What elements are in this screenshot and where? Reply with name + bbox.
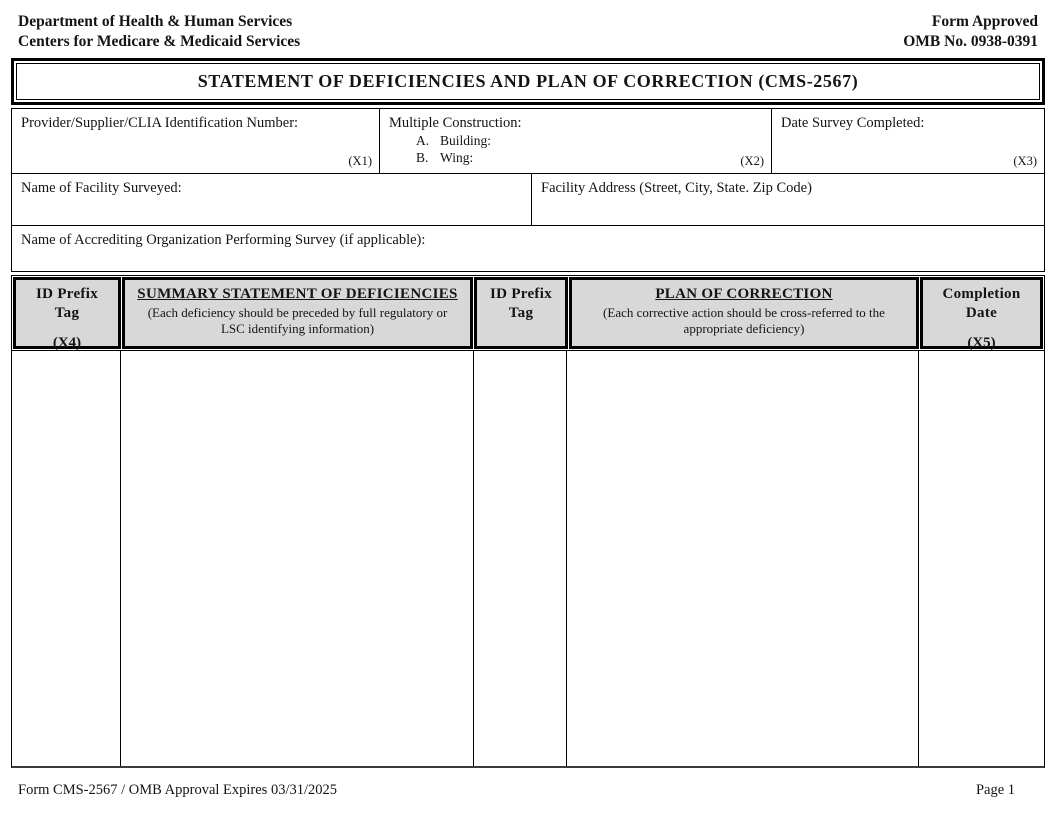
survey-info-table (11, 108, 1045, 272)
agency-line-2: Centers for Medicare & Medicaid Services (18, 33, 301, 50)
marker-x2: (X2) (740, 154, 764, 168)
marker-x1: (X1) (348, 154, 372, 168)
col-title: SUMMARY STATEMENT OF DEFICIENCIES (137, 286, 458, 302)
omb-number: OMB No. 0938-0391 (903, 33, 1038, 50)
wing-line (389, 149, 763, 166)
body-plan-of-correction-column (566, 351, 918, 766)
form-expiration-text: Form CMS-2567 / OMB Approval Expires 03/31/2025 (18, 782, 338, 798)
body-id-prefix-tag-x4-column (12, 351, 120, 766)
accrediting-org-label: Name of Accrediting Organization Performing Survey (if applicable): (21, 232, 426, 248)
form-title-box (11, 58, 1045, 105)
marker-x3: (X3) (1013, 154, 1037, 168)
deficiency-table-body (11, 351, 1045, 768)
col-header-plan-of-correction (569, 277, 919, 349)
page-header (11, 12, 1045, 52)
col-title: PLAN OF CORRECTION (655, 286, 833, 302)
agency-line-1: Department of Health & Human Services (18, 13, 293, 30)
col-header-summary-statement (122, 277, 473, 349)
page-number: Page 1 (975, 782, 1015, 798)
facility-address-label: Facility Address (Street, City, State. Zip Code) (541, 180, 812, 196)
multiple-construction-cell (379, 109, 771, 173)
provider-id-label: Provider/Supplier/CLIA Identification Number: (21, 115, 299, 131)
multiple-construction-label: Multiple Construction: (389, 115, 522, 131)
marker-x5: (X5) (967, 335, 996, 351)
building-prefix: A. (416, 133, 430, 148)
info-row-2 (12, 173, 1044, 225)
provider-id-cell (12, 109, 379, 173)
building-line (389, 132, 763, 149)
approval-block (903, 12, 1038, 52)
wing-prefix: B. (416, 150, 429, 165)
form-approved-label: Form Approved (931, 13, 1038, 30)
accrediting-org-cell (12, 226, 1044, 271)
col-title: ID Prefix Tag (490, 286, 552, 321)
col-caption: (Each deficiency should be preceded by full regulatory or LSC identifying information) (147, 305, 448, 336)
col-header-id-prefix-tag-x4 (13, 277, 121, 349)
marker-x4: (X4) (52, 335, 82, 351)
body-id-prefix-tag-column (473, 351, 566, 766)
facility-name-label: Name of Facility Surveyed: (21, 180, 182, 196)
form-title: STATEMENT OF DEFICIENCIES AND PLAN OF CORRECTION (CMS-2567) (16, 63, 1040, 100)
info-row-3 (12, 225, 1044, 271)
date-survey-label: Date Survey Completed: (781, 115, 925, 131)
col-title: ID Prefix Tag (36, 286, 98, 321)
body-summary-statement-column (120, 351, 473, 766)
facility-name-cell (12, 174, 531, 225)
body-completion-date-column (918, 351, 1044, 766)
col-header-completion-date-x5 (920, 277, 1043, 349)
facility-address-cell (531, 174, 1044, 225)
info-row-1 (12, 109, 1044, 173)
building-label: Building: (440, 133, 492, 148)
col-caption: (Each corrective action should be cross-referred to the appropriate deficiency) (603, 305, 885, 336)
agency-block (18, 12, 300, 52)
date-survey-cell (771, 109, 1044, 173)
col-header-id-prefix-tag (474, 277, 568, 349)
col-title: Completion Date (942, 286, 1021, 321)
wing-label: Wing: (440, 150, 474, 165)
deficiency-table-header (11, 275, 1045, 351)
page-footer (11, 781, 1045, 800)
